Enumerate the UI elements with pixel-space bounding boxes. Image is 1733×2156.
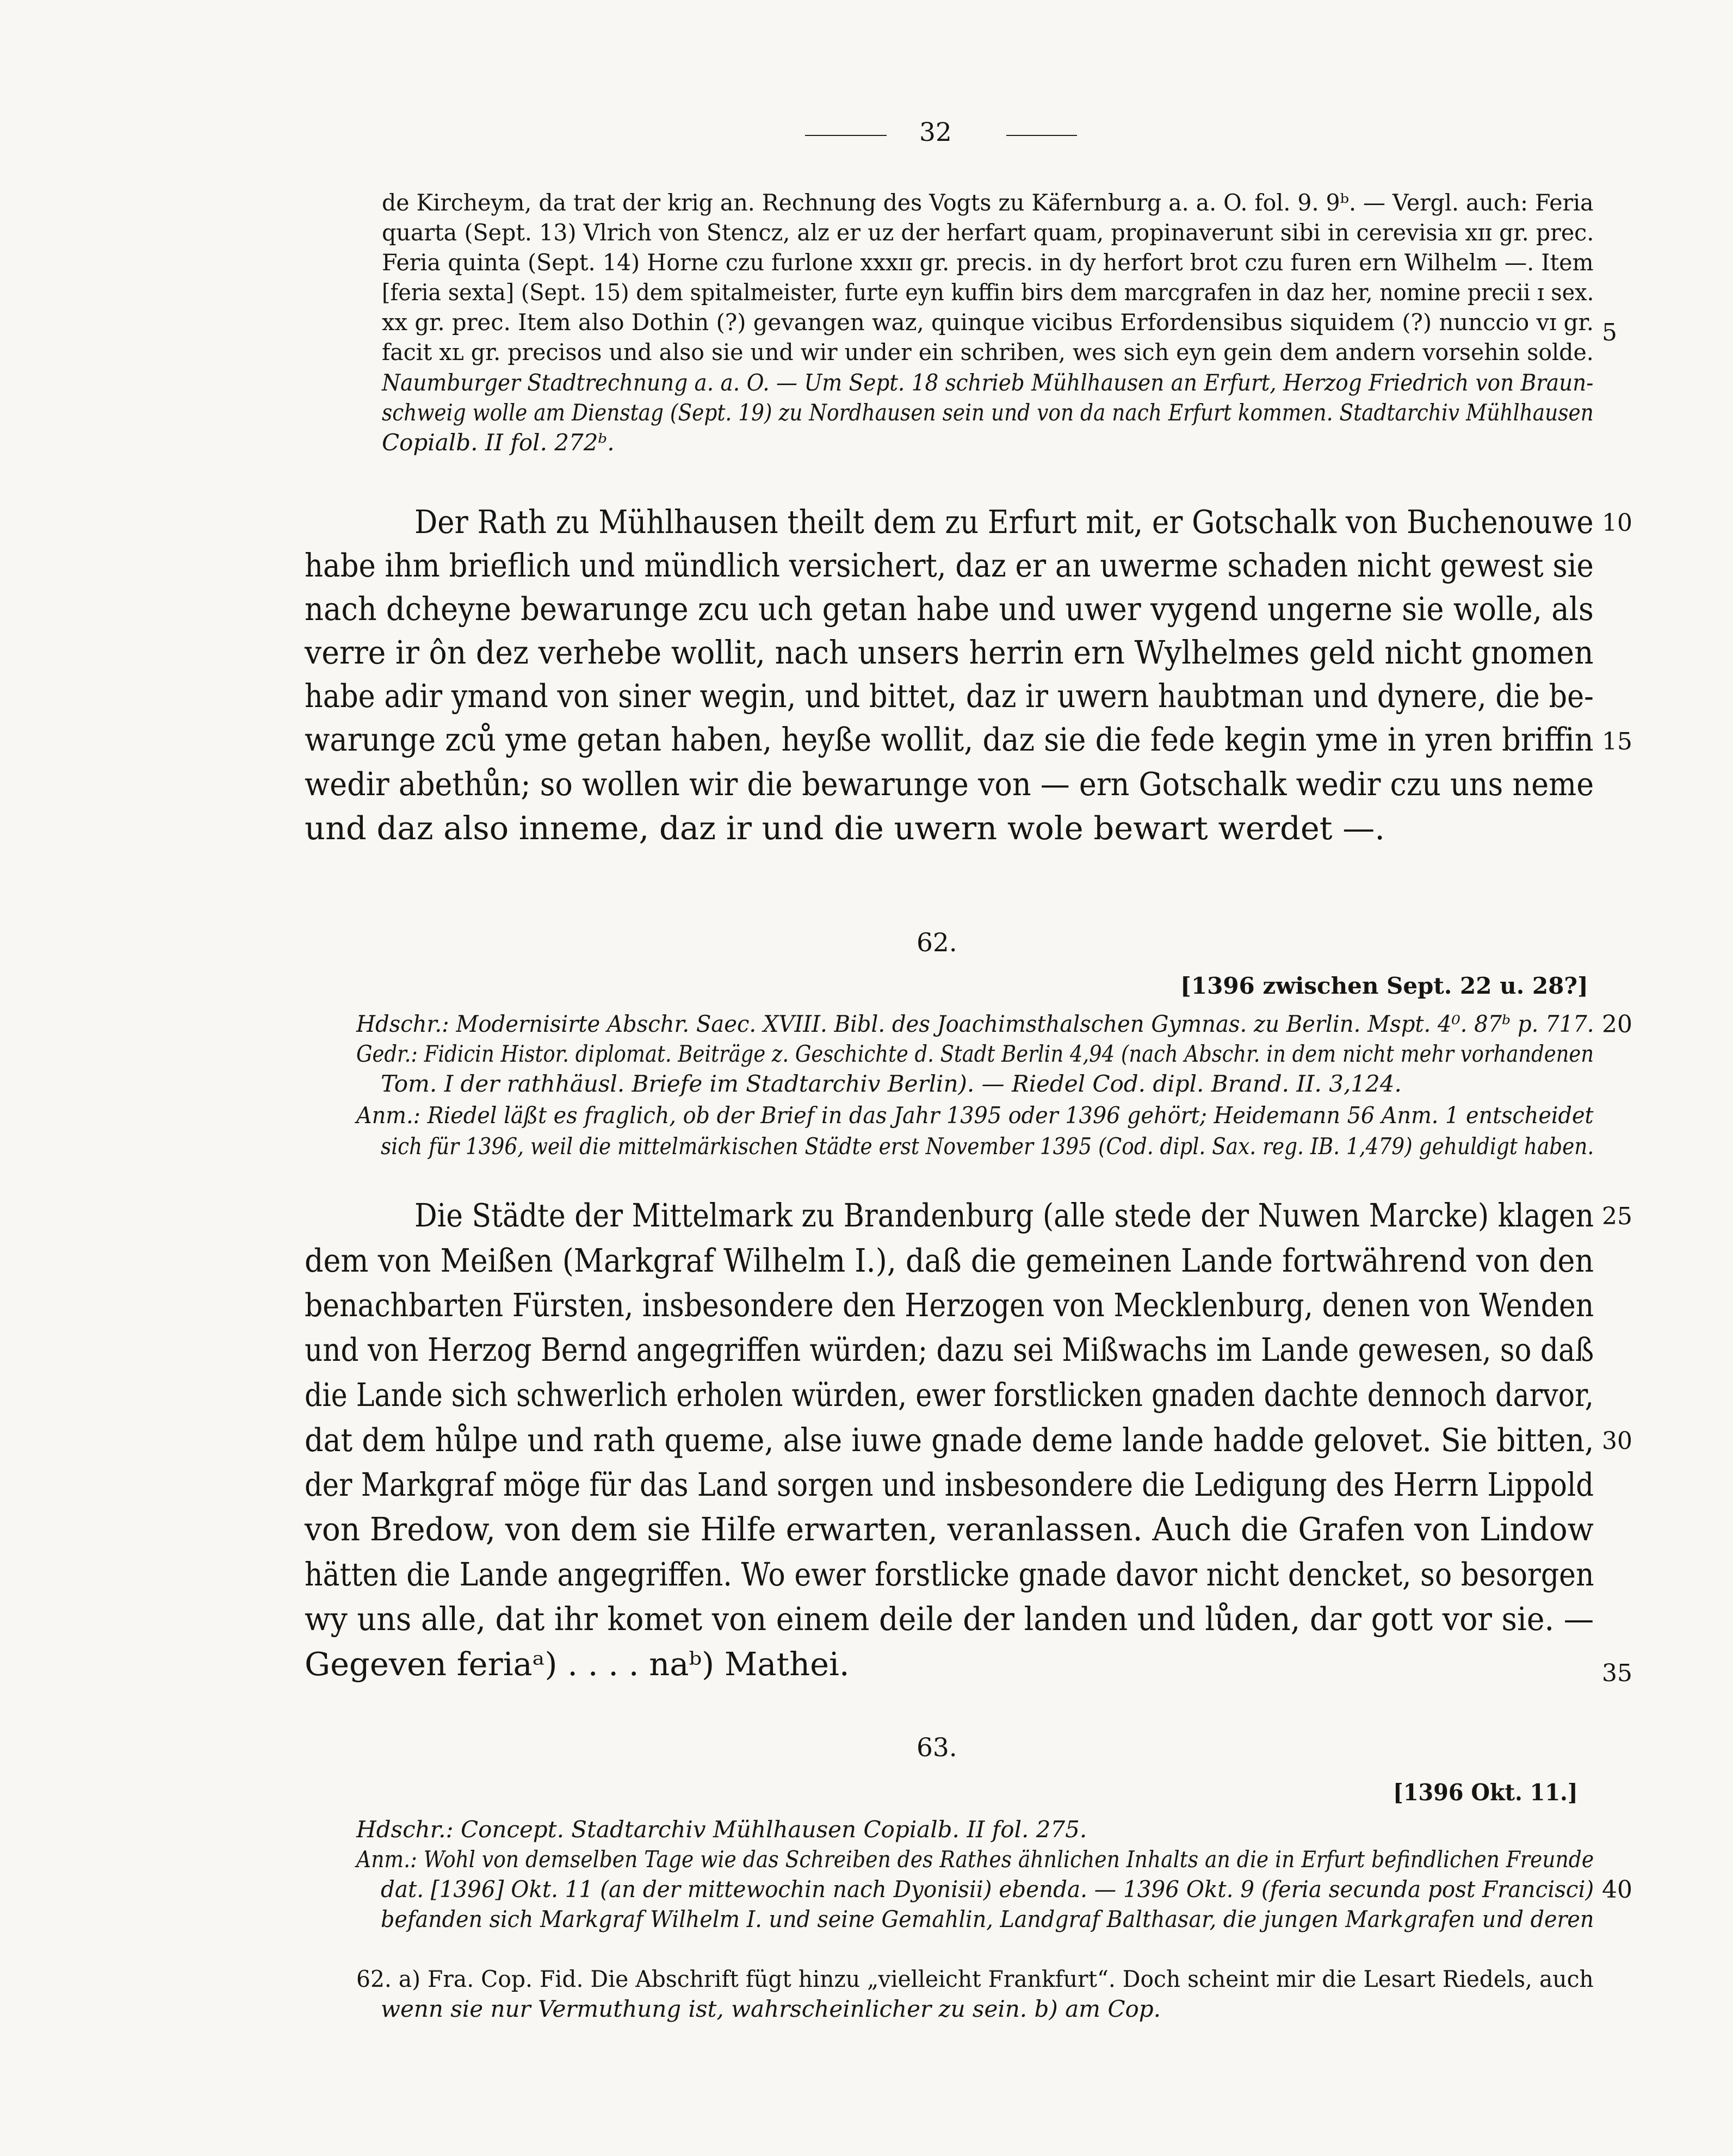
line-number: 40 xyxy=(1602,1876,1632,1904)
intro-note-line: Feria quinta (Sept. 14) Horne czu furlone xxxɪɪ gr. precis. in dy herfort brot czu furen ern Wilhelm —. Item xyxy=(382,249,1594,276)
line-number: 35 xyxy=(1602,1659,1632,1687)
doc63-note-line: dat. [1396] Okt. 11 (an der mittewochin nach Dyonisii) ebenda. — 1396 Okt. 9 (feria secunda post Francisci) xyxy=(381,1876,1594,1903)
doc62-note-line: sich für 1396, weil die mittelmärkischen Städte erst November 1395 (Cod. dipl. Sax. reg. IB. 1,479) gehuldigt haben. xyxy=(381,1133,1594,1160)
main-text-line: und daz also inneme, daz ir und die uwern wole bewart werdet —. xyxy=(305,809,1385,847)
doc62-text-line: benachbarten Fürsten, insbesondere den Herzogen von Mecklenburg, denen von Wenden xyxy=(305,1286,1594,1324)
footnote-line: 62. a) Fra. Cop. Fid. Die Abschrift fügt hinzu „vielleicht Frankfurt“. Doch scheint mir die Lesart Riedels, auch xyxy=(356,1966,1594,1992)
doc63-note-line: Anm.: Wohl von demselben Tage wie das Schreiben des Rathes ähnlichen Inhalts an die in Erfurt befindlichen Freunde xyxy=(356,1846,1594,1873)
intro-note-line: [feria sexta] (Sept. 15) dem spitalmeister, furte eyn kuffin birs dem marcgrafen in daz her, nomine precii ɪ sex. xyxy=(382,279,1594,306)
intro-note-line: Naumburger Stadtrechnung a. a. O. — Um Sept. 18 schrieb Mühlhausen an Erfurt, Herzog Friedrich von Braun- xyxy=(382,369,1594,396)
footnote-line: wenn sie nur Vermuthung ist, wahrscheinlicher zu sein. b) am Cop. xyxy=(381,1996,1161,2022)
document-date-62: [1396 zwischen Sept. 22 u. 28?] xyxy=(1180,972,1588,999)
document-date-63: [1396 Okt. 11.] xyxy=(1393,1779,1578,1806)
doc62-text-line: Die Städte der Mittelmark zu Brandenburg (alle stede der Nuwen Marcke) klagen xyxy=(414,1197,1594,1234)
doc62-text-line: hätten die Lande angegriffen. Wo ewer forstlicke gnade davor nicht dencket, so besorgen xyxy=(305,1556,1594,1593)
doc63-note-line: befanden sich Markgraf Wilhelm I. und seine Gemahlin, Landgraf Balthasar, die jungen Markgrafen und deren xyxy=(381,1906,1594,1932)
intro-note-line: facit xʟ gr. precisos und also sie und wir under ein schriben, wes sich eyn gein dem andern vorsehin solde. xyxy=(382,339,1594,365)
line-number: 15 xyxy=(1602,728,1632,755)
line-number: 25 xyxy=(1602,1203,1632,1230)
doc62-text-line: die Lande sich schwerlich erholen würden, ewer forstlicken gnaden dachte dennoch darvor, xyxy=(305,1376,1594,1414)
doc62-text-line: von Bredow, von dem sie Hilfe erwarten, veranlassen. Auch die Grafen von Lindow xyxy=(305,1510,1594,1548)
main-text-line: habe adir ymand von siner wegin, und bittet, daz ir uwern haubtman und dynere, die be- xyxy=(305,677,1594,715)
intro-note-line: quarta (Sept. 13) Vlrich von Stencz, alz er uz der herfart quam, propinaverunt sibi in cerevisia xɪɪ gr. prec. xyxy=(382,219,1594,246)
doc62-text-line: dem von Meißen (Markgraf Wilhelm I.), daß die gemeinen Lande fortwährend von den xyxy=(305,1242,1594,1279)
doc62-text-line: dat dem hůlpe und rath queme, alse iuwe gnade deme lande hadde gelovet. Sie bitten, xyxy=(305,1421,1594,1459)
intro-note-line: de Kircheym, da trat der krig an. Rechnung des Vogts zu Käfernburg a. a. O. fol. 9. 9ᵇ. — Vergl. auch: Feria xyxy=(382,189,1594,216)
doc62-note-line: Anm.: Riedel läßt es fraglich, ob der Brief in das Jahr 1395 oder 1396 gehört; Heidemann 56 Anm. 1 entscheidet xyxy=(356,1102,1594,1129)
doc62-text-line: Gegeven feriaᵃ) . . . . naᵇ) Mathei. xyxy=(305,1645,850,1683)
doc62-text-line: der Markgraf möge für das Land sorgen und insbesondere die Ledigung des Herrn Lippold xyxy=(305,1466,1594,1503)
doc62-text-line: und von Herzog Bernd angegriffen würden; dazu sei Mißwachs im Lande gewesen, so daß xyxy=(305,1331,1594,1368)
document-number-62: 62. xyxy=(917,928,957,958)
header-rule-left xyxy=(805,135,887,136)
header-rule-right xyxy=(1006,135,1077,136)
doc62-note-line: Hdschr.: Modernisirte Abschr. Saec. XVIII. Bibl. des Joachimsthalschen Gymnas. zu Berlin. Mspt. 4⁰. 87ᵇ p. 717. xyxy=(356,1011,1594,1037)
document-number-63: 63. xyxy=(917,1733,957,1763)
doc62-text-line: wy uns alle, dat ihr komet von einem deile der landen und lůden, dar gott vor sie. — xyxy=(305,1600,1594,1638)
doc63-note-line: Hdschr.: Concept. Stadtarchiv Mühlhausen Copialb. II fol. 275. xyxy=(356,1816,1087,1843)
main-text-line: habe ihm brieflich und mündlich versichert, daz er an uwerme schaden nicht gewest sie xyxy=(305,547,1594,584)
line-number: 5 xyxy=(1602,319,1617,346)
doc62-note-line: Tom. I der rathhäusl. Briefe im Stadtarchiv Berlin). — Riedel Cod. dipl. Brand. II. 3,124. xyxy=(381,1070,1402,1097)
main-text-line: warunge zců yme getan haben, heyße wollit, daz sie die fede kegin yme in yren briffin xyxy=(305,721,1594,758)
doc62-note-line: Gedr.: Fidicin Histor. diplomat. Beiträge z. Geschichte d. Stadt Berlin 4,94 (nach Abschr. in dem nicht mehr vorhandenen xyxy=(356,1040,1594,1067)
line-number: 20 xyxy=(1602,1011,1632,1038)
main-text-line: nach dcheyne bewarunge zcu uch getan habe und uwer vygend ungerne sie wolle, als xyxy=(305,590,1594,628)
intro-note-line: schweig wolle am Dienstag (Sept. 19) zu Nordhausen sein und von da nach Erfurt kommen. Stadtarchiv Mühlhausen xyxy=(382,399,1594,426)
line-number: 30 xyxy=(1602,1427,1632,1455)
intro-note-line: xx gr. prec. Item also Dothin (?) gevangen waz, quinque vicibus Erfordensibus siquidem (?) nunccio vɪ gr. xyxy=(382,309,1594,336)
line-number: 10 xyxy=(1602,509,1632,537)
main-text-line: verre ir ôn dez verhebe wollit, nach unsers herrin ern Wylhelmes geld nicht gnomen xyxy=(305,634,1594,671)
page-number: 32 xyxy=(919,117,952,147)
intro-note-line: Copialb. II fol. 272ᵇ. xyxy=(382,429,615,456)
main-text-line: Der Rath zu Mühlhausen theilt dem zu Erfurt mit, er Gotschalk von Buchenouwe xyxy=(414,503,1594,541)
main-text-line: wedir abethůn; so wollen wir die bewarunge von — ern Gotschalk wedir czu uns neme xyxy=(305,765,1594,803)
